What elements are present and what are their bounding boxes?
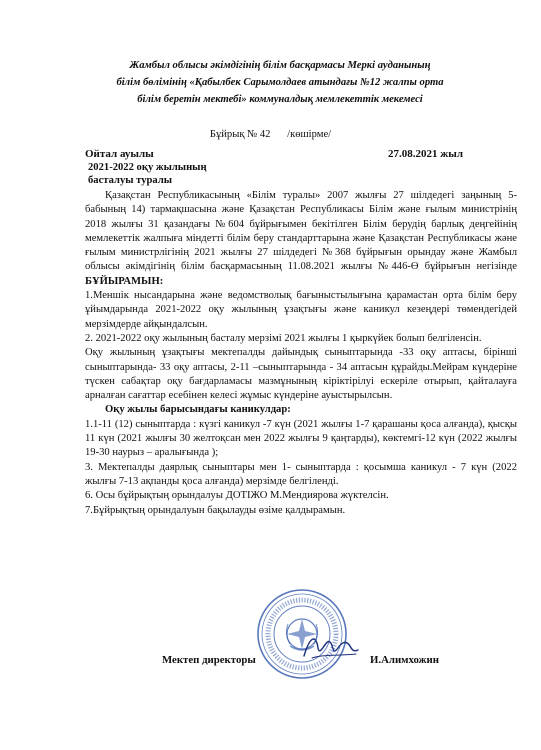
subject-line-1: 2021-2022 оқу жылының	[88, 162, 207, 173]
item-3: 3. Мектепалды даярлық сыныптары мен 1- сыныптарда : қосымша каникул - 7 күн (2022 жылғы 7-13 ақпанды қоса алғанда) мерзімде белгіленді.	[85, 461, 517, 487]
order-date: 27.08.2021 жыл	[388, 148, 463, 160]
order-body	[85, 189, 517, 518]
handwritten-signature	[300, 628, 360, 664]
holiday-1: 1.1-11 (12) сыныптарда : күзгі каникул -7 күн (2021 жылғы 1-7 қарашаны қоса алғанда), қысқы 11 күн (2021 жылғы 30 желтоқсан мен 2022 жылғы 9 қаңтарды), көктемгі-12 күн (2022 жылғы 19-30 наурыз – аралығында );	[85, 418, 517, 459]
intro-text: Қазақстан Республикасының «Білім туралы» 2007 жылғы 27 шілдедегі заңының 5-бабының 14) тармақшасына және Қазақстан Республикасы Білім және ғылым министрінің 2018 жылғы 31 қазандағы №604 бұйрығымен бекітілген Білім берудің барлық деңгейінің мемлекеттік жалпыға міндетті білім беру стандарттарына және Қазақстан Республикасы және ғылым министрлігінің 2021 жылғы 27 шілдедегі №368 бұйрығын орындау және Жамбыл облысы әкімдігінің білім басқармасының 11.08.2021 жылғы №446-Ө бұйрығын негізінде	[85, 190, 517, 273]
item-2: 2. 2021-2022 оқу жылының басталу мерзімі 2021 жылғы 1 қыркүйек болып белгіленсін.	[85, 332, 482, 344]
document-header	[60, 57, 500, 108]
item-7: 7.Бұйрықтың орындалуын бақылауды өзіме қалдырамын.	[85, 504, 346, 516]
item-1: 1.Меншік нысандарына және ведомстволық бағыныстылығына қарамастан орта білім беру ұйымдарында 2021-2022 оқу жылының ұзақтығы және каникул кезеңдері төмендегідей мерзімдерде айқындалсын.	[85, 290, 517, 330]
order-subject	[88, 161, 207, 187]
subject-line-2: басталуы туралы	[88, 175, 173, 186]
header-line-2: білім бөлімінің «Қабылбек Сарымолдаев атындағы №12 жалпы орта	[116, 77, 444, 88]
place-name: Ойтал ауылы	[85, 148, 154, 160]
order-word: БҰЙЫРАМЫН:	[85, 275, 164, 287]
intro-paragraph	[85, 189, 517, 289]
order-copy-mark: /көшірме/	[287, 129, 332, 140]
order-number: Бұйрық № 42	[209, 129, 271, 140]
holidays-title: Оқу жылы барысындағы каникулдар:	[105, 404, 291, 416]
director-name: И.Алимхожин	[370, 654, 439, 666]
duration-paragraph: Оқу жылының ұзақтығы мектепалды дайындық сыныптарында -33 оқу аптасы, бірінші сыныптарында- 33 оқу аптасы, 2-11 –сыныптарында - 34 аптасын құрайды.Мейрам күндеріне түскен сабақтар оқу бағдарламасы мазмұнының кіріктірілуі ескеріле отырып, қайталауға арналған сағаттар есебінен келесі жұмыс күндеріне ауыстырылсын.	[85, 347, 517, 402]
director-title: Мектеп директоры	[162, 654, 256, 666]
item-6: 6. Осы бұйрықтың орындалуы ДОТІЖО М.Мендиярова жүктелсін.	[85, 490, 389, 502]
header-line-1: Жамбыл облысы әкімдігінің білім басқармасы Меркі ауданының	[129, 60, 431, 71]
header-line-3: білім беретін мектебі» коммуналдық мемлекеттік мекемесі	[137, 94, 423, 105]
order-line	[0, 129, 541, 140]
